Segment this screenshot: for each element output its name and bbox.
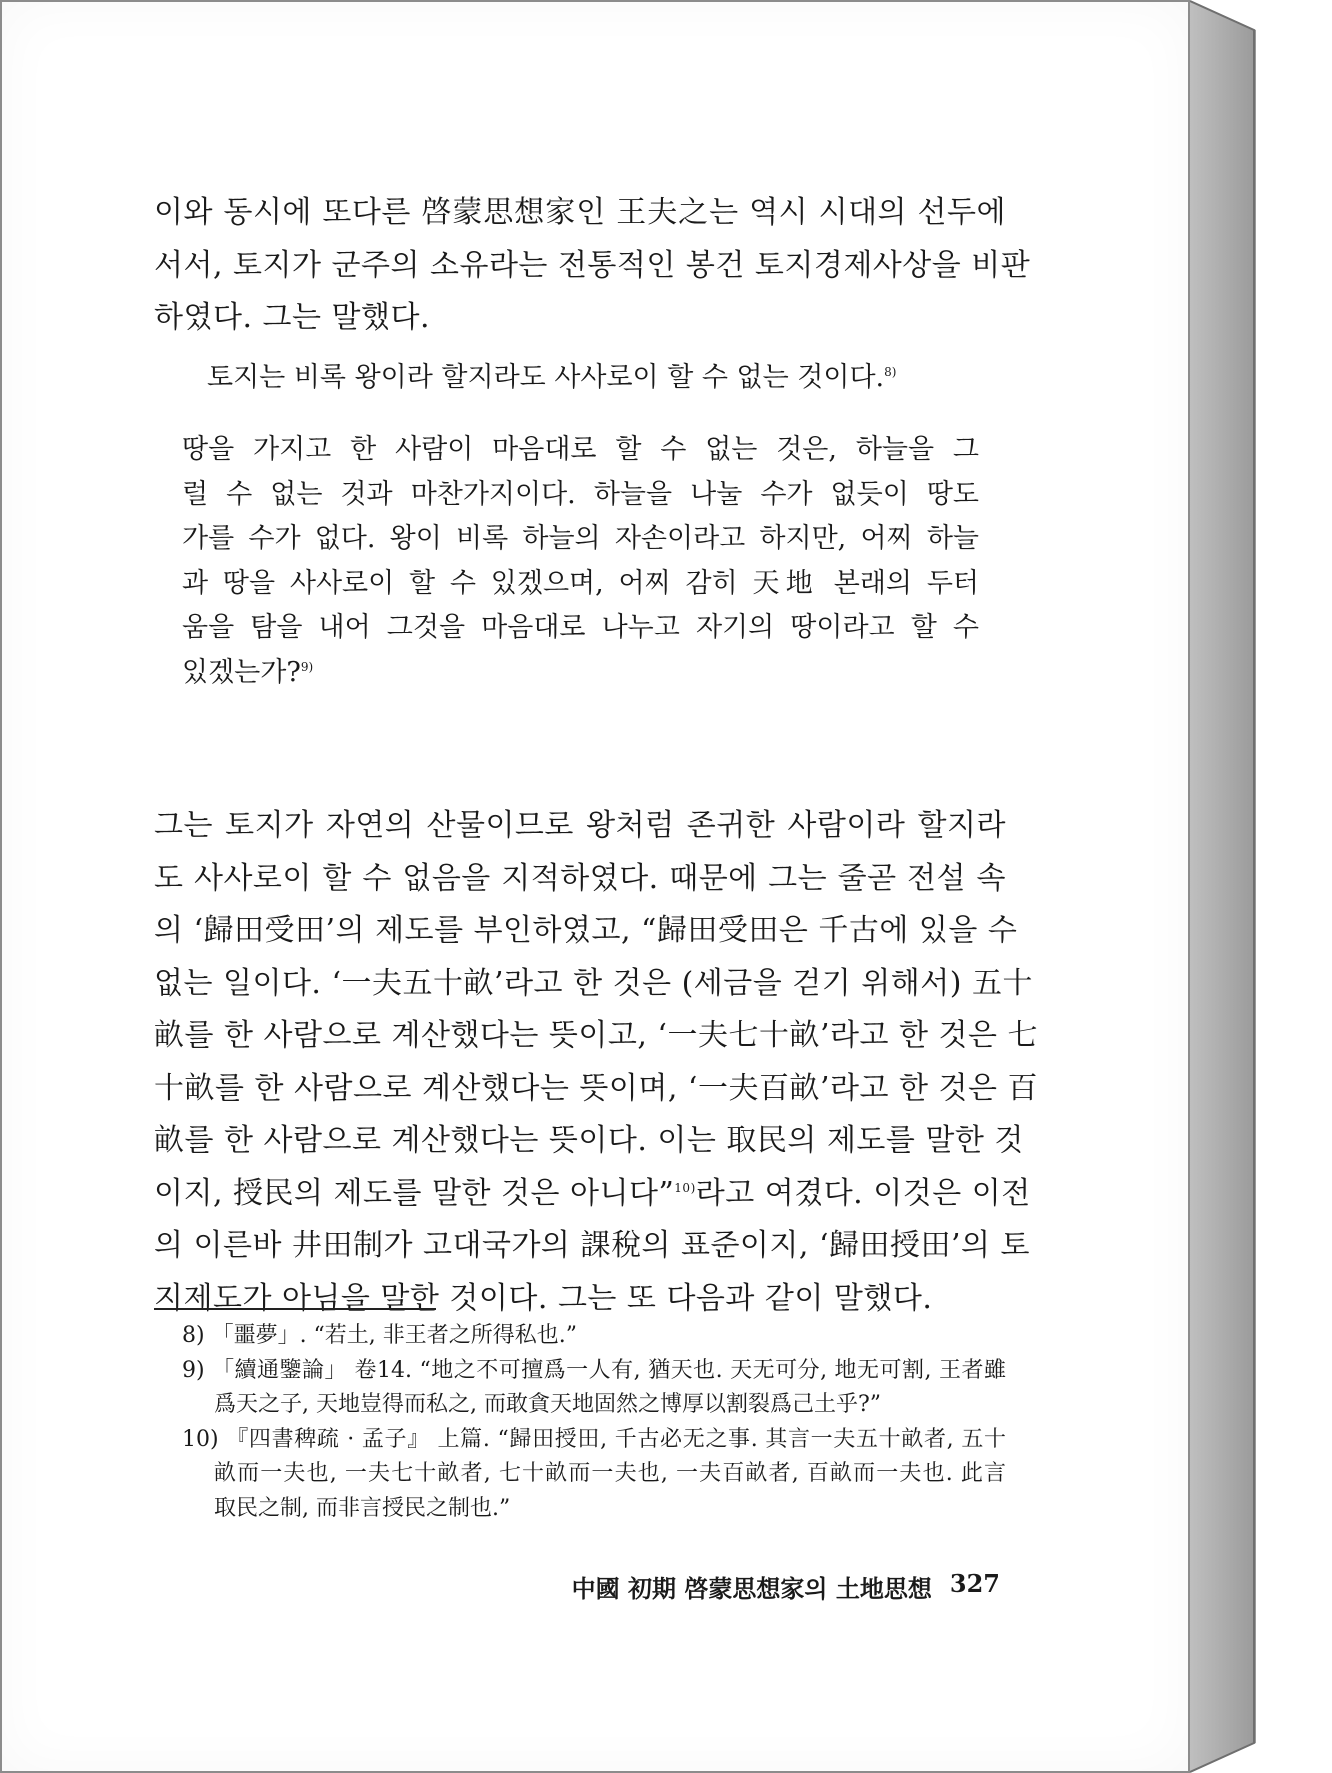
quote-line: 가를 수가 없다. 왕이 비록 하늘의 자손이라고 하지만, 어찌 하늘	[182, 523, 979, 555]
footnote-10	[182, 1423, 1006, 1527]
footnote-line: 取民之制, 而非言授民之制也.”	[214, 1495, 511, 1521]
footnote-9	[182, 1354, 1006, 1423]
paragraph-line: 도 사사로이 할 수 없음을 지적하였다. 때문에 그는 줄곧 전설 속	[154, 860, 1006, 896]
footnote-line: 10) 『四書稗疏 · 孟子』 上篇. “歸田授田, 千古必无之事. 其言一夫五十畝者, 五十	[182, 1426, 1006, 1452]
quote-line-text: 있겠는가?	[182, 656, 301, 688]
footnote-line: 爲天之子, 天地豈得而私之, 而敢貪天地固然之博厚以割裂爲己土乎?”	[214, 1392, 882, 1417]
paragraph-line: 十畝를 한 사람으로 계산했다는 뜻이며, ‘一夫百畝’라고 한 것은 百	[154, 1070, 1039, 1106]
paragraph-line: 畝를 한 사람으로 계산했다는 뜻이고, ‘一夫七十畝’라고 한 것은 七	[154, 1018, 1039, 1053]
running-footer	[572, 1569, 1000, 1604]
footnote-8	[182, 1319, 1006, 1354]
footnotes	[182, 1319, 1006, 1526]
footnote-line: 畝而一夫也, 一夫七十畝者, 七十畝而一夫也, 一夫百畝者, 百畝而一夫也. 此言	[214, 1461, 1006, 1486]
paragraph-line: 의 이른바 井田制가 고대국가의 課稅의 표준이지, ‘歸田授田’의 토	[154, 1228, 1031, 1263]
paragraph-line: 하였다. 그는 말했다.	[154, 300, 430, 335]
paragraph-line: 이와 동시에 또다른 啓蒙思想家인 王夫之는 역시 시대의 선두에	[154, 195, 1006, 230]
footnote-ref-9: 9)	[300, 659, 314, 674]
page-number: 327	[949, 1569, 1000, 1598]
paragraph-1	[154, 187, 1031, 345]
paragraph-line: 없는 일이다. ‘一夫五十畝’라고 한 것은 (세금을 걷기 위해서) 五十	[154, 965, 1033, 1001]
book-side-edge	[1190, 0, 1256, 1773]
footnote-divider	[154, 1308, 436, 1310]
paragraph-line: 지제도가 아님을 말한 것이다. 그는 또 다음과 같이 말했다.	[154, 1280, 933, 1316]
quote-line: 과 땅을 사사로이 할 수 있겠으며, 어찌 감히 天地 본래의 두터	[182, 567, 979, 599]
paragraph-line-with-note	[154, 1168, 1031, 1221]
footnote-ref-8: 8)	[884, 365, 897, 379]
running-title: 中國 初期 啓蒙思想家의 土地思想	[571, 1574, 932, 1603]
paragraph-line-tail: 라고 여겼다. 이것은 이전	[695, 1175, 1031, 1211]
paragraph-line-text: 이지, 授民의 제도를 말한 것은 아니다”	[154, 1175, 675, 1211]
quote-line-last	[182, 651, 979, 696]
quote-1	[207, 355, 896, 394]
paragraph-line: 畝를 한 사람으로 계산했다는 뜻이다. 이는 取民의 제도를 말한 것	[154, 1123, 1024, 1158]
quote-line: 움을 탐을 내어 그것을 마음대로 나누고 자기의 땅이라고 할 수	[182, 612, 979, 644]
paragraph-line: 의 ‘歸田受田’의 제도를 부인하였고, “歸田受田은 千古에 있을 수	[154, 913, 1018, 948]
footnote-line: 9) 「續通鑒論」 卷14. “地之不可擅爲一人有, 猶天也. 天无可分, 地无可割, 王者雖	[182, 1357, 1006, 1383]
paragraph-line: 그는 토지가 자연의 산물이므로 왕처럼 존귀한 사람이라 할지라	[154, 808, 1006, 843]
paragraph-2	[154, 800, 1039, 1325]
quote-line: 땅을 가지고 한 사람이 마음대로 할 수 없는 것은, 하늘을 그	[182, 434, 979, 465]
footnote-line: 8) 「噩夢」. “若土, 非王者之所得私也.”	[182, 1323, 578, 1348]
quote-2	[182, 428, 979, 696]
quote-text: 토지는 비록 왕이라 할지라도 사사로이 할 수 없는 것이다.	[207, 362, 885, 393]
paragraph-line: 서서, 토지가 군주의 소유라는 전통적인 봉건 토지경제사상을 비판	[154, 247, 1031, 283]
footnote-ref-10: 10)	[674, 1180, 696, 1195]
quote-line: 럴 수 없는 것과 마찬가지이다. 하늘을 나눌 수가 없듯이 땅도	[182, 478, 979, 510]
